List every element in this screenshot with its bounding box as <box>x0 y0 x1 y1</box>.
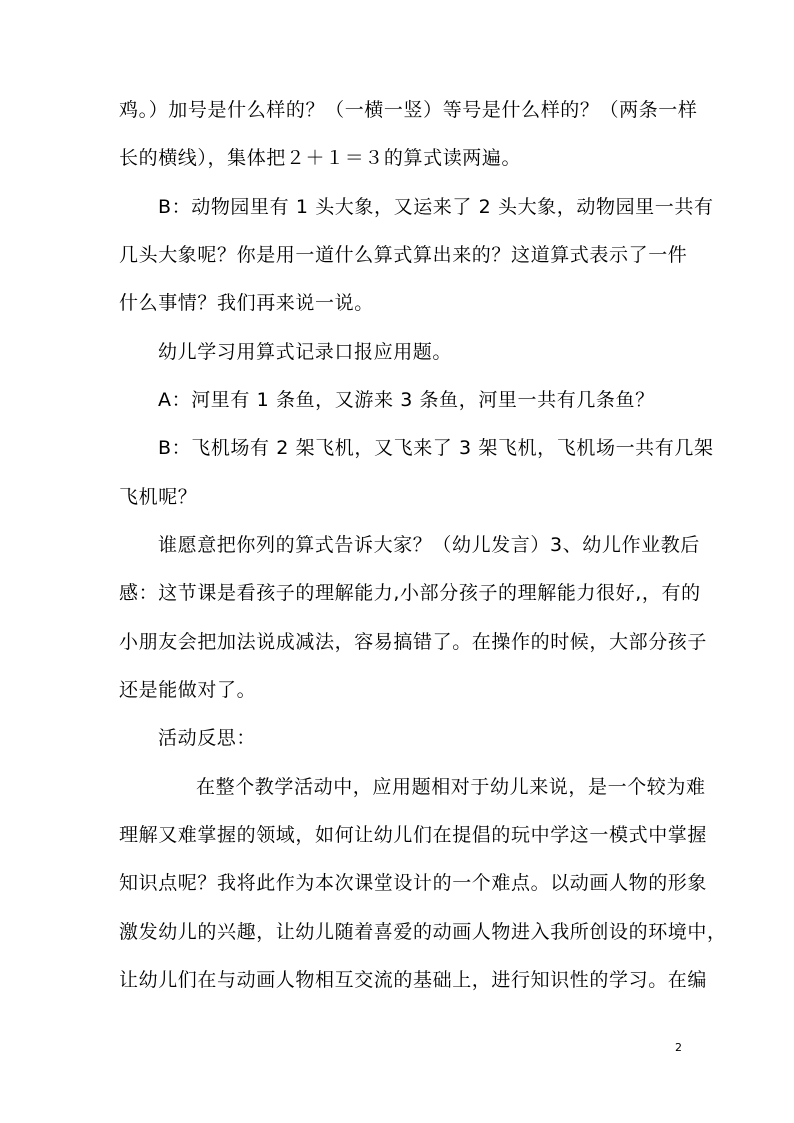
text-line: A：河里有 1 条鱼，又游来 3 条鱼，河里一共有几条鱼？ <box>158 389 655 411</box>
text-line: 让幼儿们在与动画人物相互交流的基础上，进行知识性的学习。在编 <box>119 969 708 991</box>
text-line: 理解又难掌握的领域，如何让幼儿们在提倡的玩中学这一模式中掌握 <box>119 824 708 846</box>
text-line: 小朋友会把加法说成减法，容易搞错了。在操作的时候，大部分孩子 <box>119 631 708 653</box>
text-line: 什么事情？我们再来说一说。 <box>119 292 374 314</box>
text-line: B：飞机场有 2 架飞机，又飞来了 3 架飞机，飞机场一共有几架 <box>158 437 714 459</box>
text-line: 飞机呢？ <box>119 486 198 508</box>
text-line: 长的横线），集体把２＋１＝３的算式读两遍。 <box>119 147 522 169</box>
text-line: 鸡。）加号是什么样的？（一横一竖）等号是什么样的？（两条一样 <box>119 99 698 121</box>
text-line: 感：这节课是看孩子的理解能力,小部分孩子的理解能力很好,，有的 <box>119 582 701 604</box>
text-line: 谁愿意把你列的算式告诉大家？（幼儿发言）3、幼儿作业教后 <box>158 534 700 556</box>
text-line: 还是能做对了。 <box>119 679 257 701</box>
text-line: 几头大象呢？你是用一道什么算式算出来的？这道算式表示了一件 <box>119 244 688 266</box>
text-line: 幼儿学习用算式记录口报应用题。 <box>158 341 453 363</box>
text-line: 激发幼儿的兴趣，让幼儿随着喜爱的动画人物进入我所创设的环境中， <box>119 921 727 943</box>
text-line: 在整个教学活动中，应用题相对于幼儿来说，是一个较为难 <box>196 776 706 798</box>
text-line: 活动反思： <box>158 727 257 749</box>
text-line: B：动物园里有 1 头大象，又运来了 2 头大象，动物园里一共有 <box>158 196 714 218</box>
text-line: 知识点呢？我将此作为本次课堂设计的一个难点。以动画人物的形象 <box>119 872 708 894</box>
page-number: 2 <box>675 1041 682 1054</box>
